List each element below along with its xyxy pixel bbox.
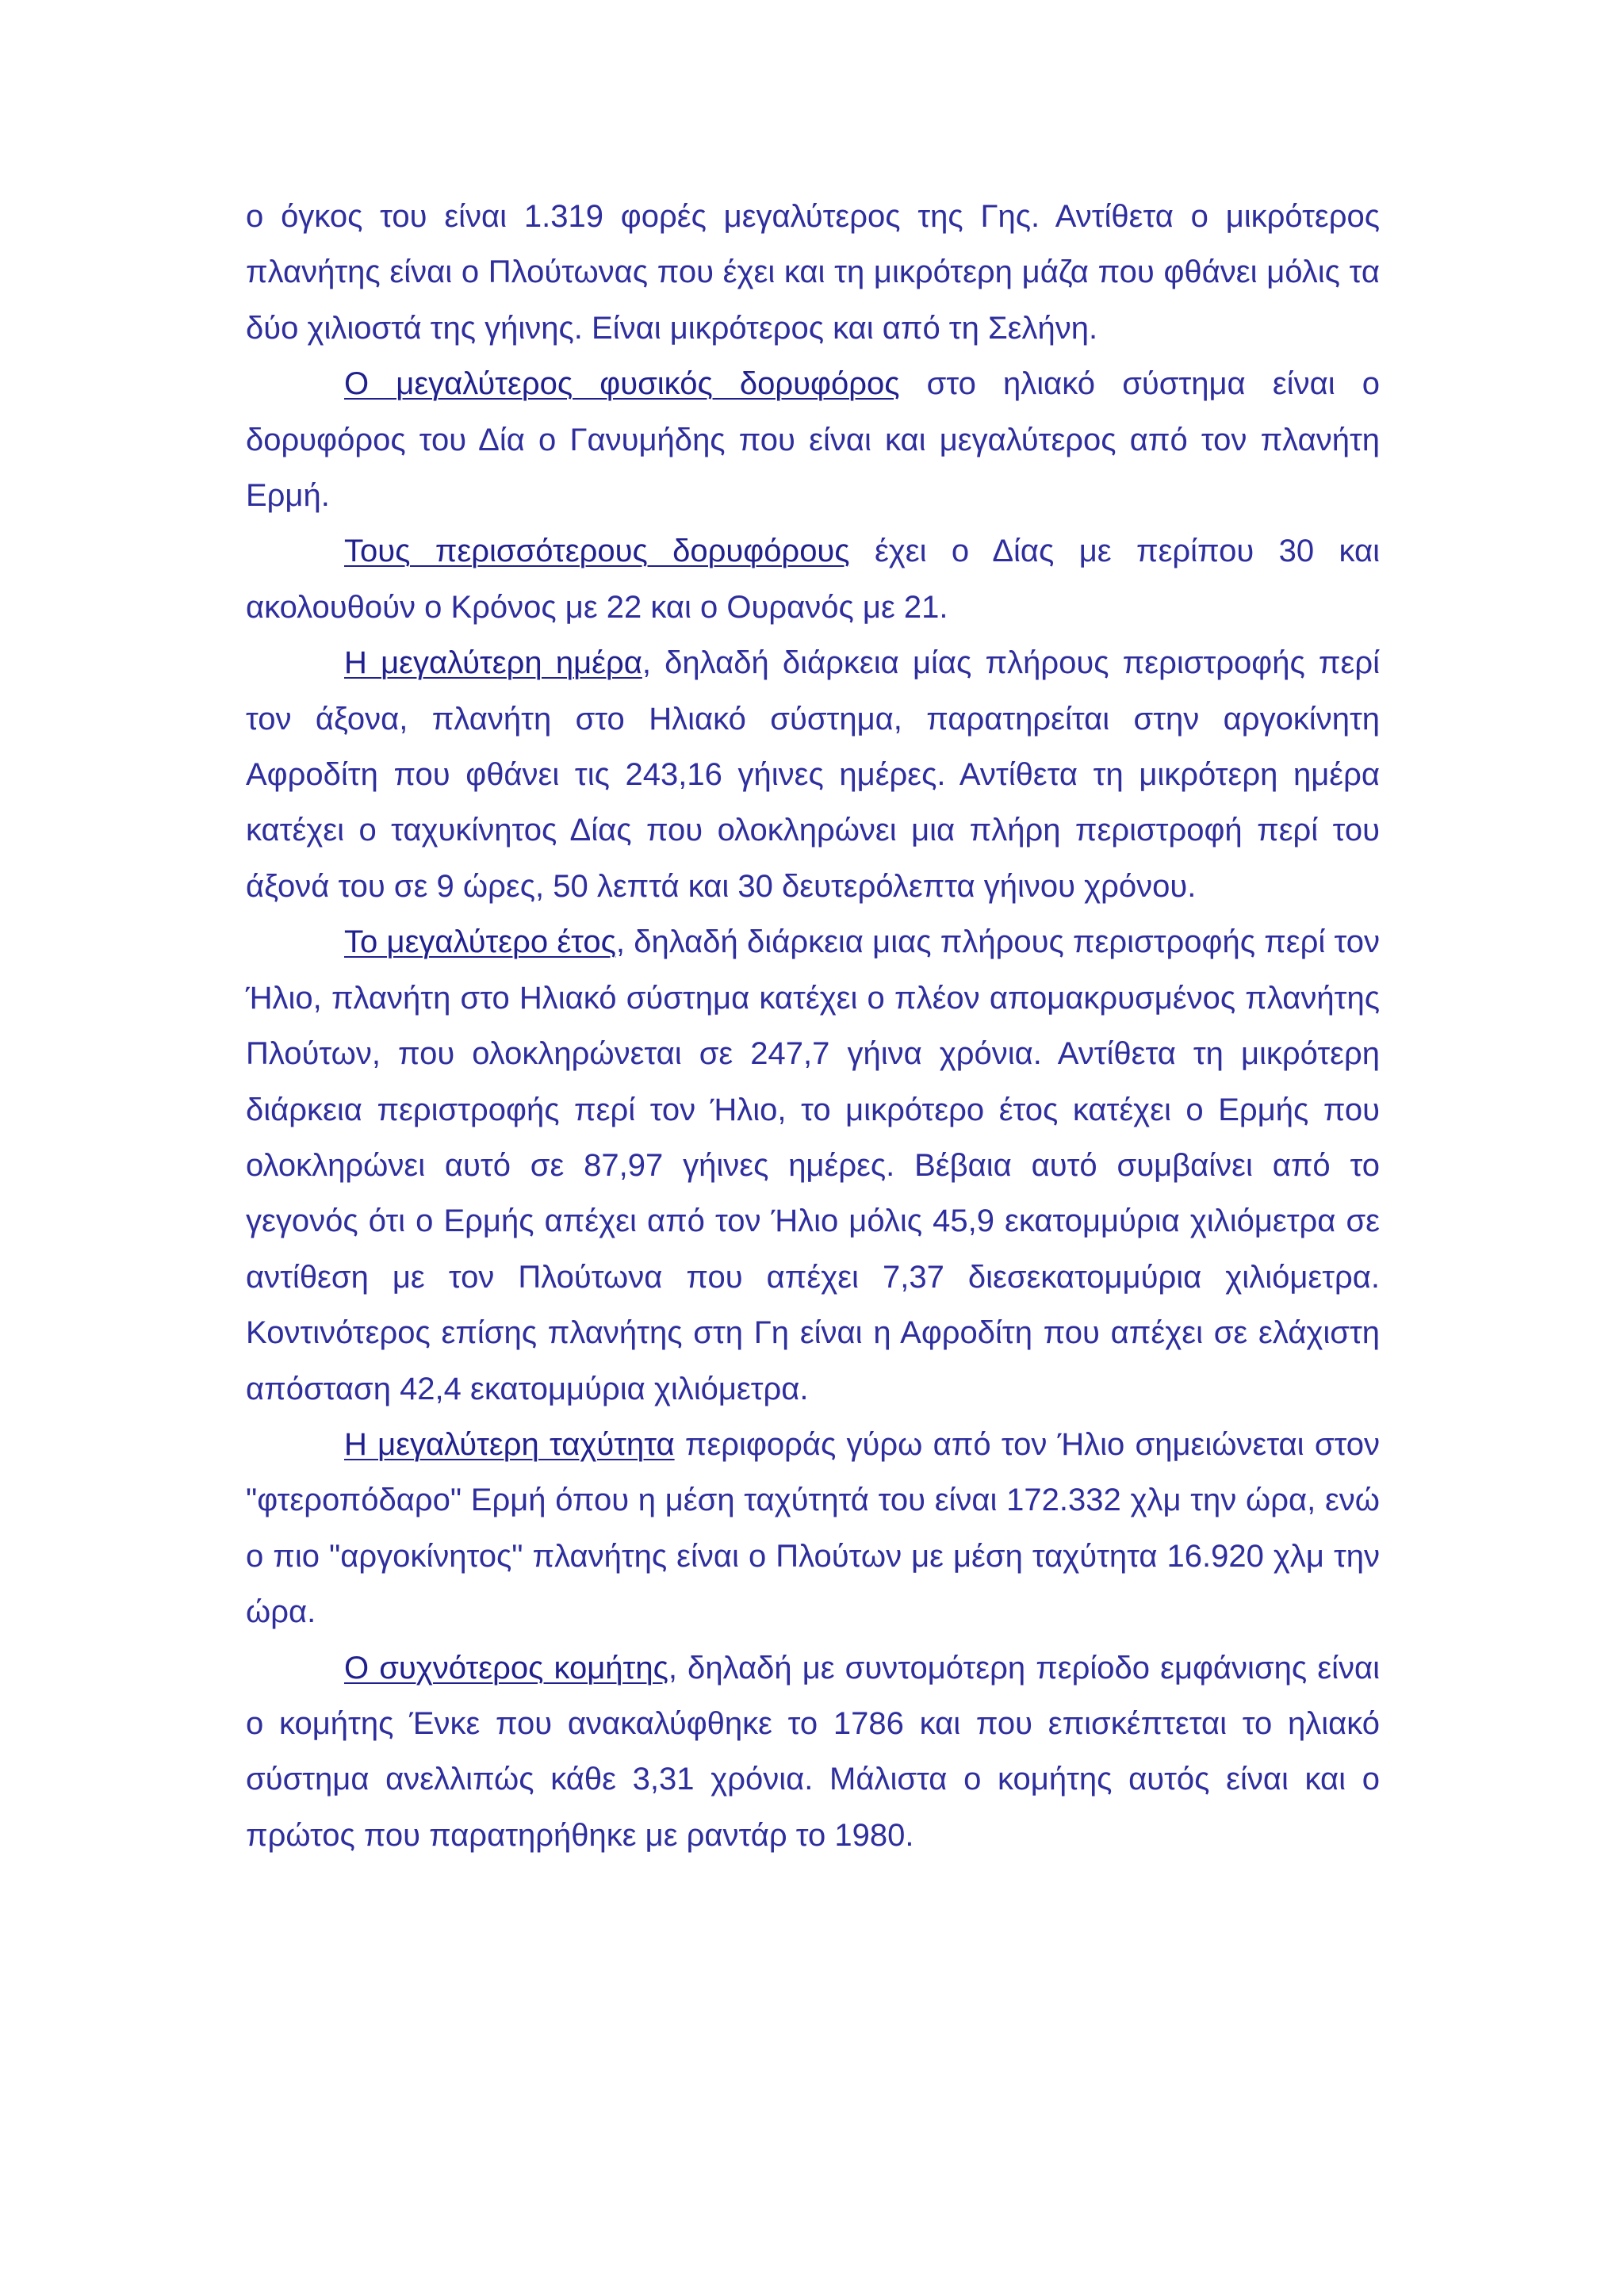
paragraph-heading: Τους περισσότερους δορυφόρους [344, 534, 850, 569]
paragraph-longest-year [246, 914, 1380, 1417]
paragraph-text: έχει ο Δίας με περίπου 30 και ακολουθούν ο Κρόνος με 22 και ο Ουρανός με 21. [246, 534, 1380, 625]
paragraph-text: ο όγκος του είναι 1.319 φορές μεγαλύτερος της Γης. Αντίθετα ο μικρότερος πλανήτης είναι ο Πλούτωνας που έχει και τη μικρότερη μάζα που φθάνει μόλις τα δύο χιλιοστά της γήινης. Είναι μικρότερος και από τη Σελήνη. [246, 199, 1380, 346]
paragraph-heading: Το μεγαλύτερο έτος [344, 924, 616, 960]
paragraph-text: περιφοράς γύρω από τον Ήλιο σημειώνεται στον "φτεροπόδαρο" Ερμή όπου η μέση ταχύτητά του είναι 172.332 χλμ την ώρα, ενώ ο πιο "αργοκίνητος" πλανήτης είναι ο Πλούτων με μέση ταχύτητα 16.920 χλμ την ώρα. [246, 1426, 1380, 1630]
paragraph-heading: Η μεγαλύτερη ημέρα [344, 645, 642, 681]
paragraph-heading: Ο μεγαλύτερος φυσικός δορυφόρος [344, 366, 900, 402]
paragraph-planet-volume [246, 189, 1380, 356]
paragraph-heading: Ο συχνότερος κομήτης [344, 1650, 668, 1686]
paragraph-text: στο ηλιακό σύστημα είναι ο δορυφόρος του Δία ο Γανυμήδης που είναι και μεγαλύτερος από τον πλανήτη Ερμή. [246, 366, 1380, 514]
paragraph-text: , δηλαδή διάρκεια μιας πλήρους περιστροφής περί τον Ήλιο, πλανήτη στο Ηλιακό σύστημα κατέχει ο πλέον απομακρυσμένος πλανήτης Πλούτων, που ολοκληρώνεται σε 247,7 γήινα χρόνια. Αντίθετα τη μικρότερη διάρκεια περιστροφής περί τον Ήλιο, το μικρότερο έτος κατέχει ο Ερμής που ολοκληρώνει αυτό σε 87,97 γήινες ημέρες. Βέβαια αυτό συμβαίνει από το γεγονός ότι ο Ερμής απέχει από τον Ήλιο μόλις 45,9 εκατομμύρια χιλιόμετρα σε αντίθεση με τον Πλούτωνα που απέχει 7,37 διεσεκατομμύρια χιλιόμετρα. Κοντινότερος επίσης πλανήτης στη Γη είναι η Αφροδίτη που απέχει σε ελάχιστη απόσταση 42,4 εκατομμύρια χιλιόμετρα. [246, 924, 1380, 1406]
document-page [246, 189, 1380, 1863]
paragraph-longest-day [246, 635, 1380, 914]
paragraph-most-moons [246, 523, 1380, 635]
paragraph-text: , δηλαδή διάρκεια μίας πλήρους περιστροφής περί τον άξονα, πλανήτη στο Ηλιακό σύστημα, παρατηρείται στην αργοκίνητη Αφροδίτη που φθάνει τις 243,16 γήινες ημέρες. Αντίθετα τη μικρότερη ημέρα κατέχει ο ταχυκίνητος Δίας που ολοκληρώνει μια πλήρη περιστροφή περί του άξονά του σε 9 ώρες, 50 λεπτά και 30 δευτερόλεπτα γήινου χρόνου. [246, 645, 1380, 904]
paragraph-most-frequent-comet [246, 1640, 1380, 1864]
paragraph-heading: Η μεγαλύτερη ταχύτητα [344, 1426, 675, 1462]
paragraph-largest-moon [246, 356, 1380, 523]
paragraph-text: , δηλαδή με συντομότερη περίοδο εμφάνισης είναι ο κομήτης Ένκε που ανακαλύφθηκε το 1786 και που επισκέπτεται το ηλιακό σύστημα ανελλιπώς κάθε 3,31 χρόνια. Μάλιστα ο κομήτης αυτός είναι και ο πρώτος που παρατηρήθηκε με ραντάρ το 1980. [246, 1650, 1380, 1853]
paragraph-highest-speed [246, 1417, 1380, 1640]
